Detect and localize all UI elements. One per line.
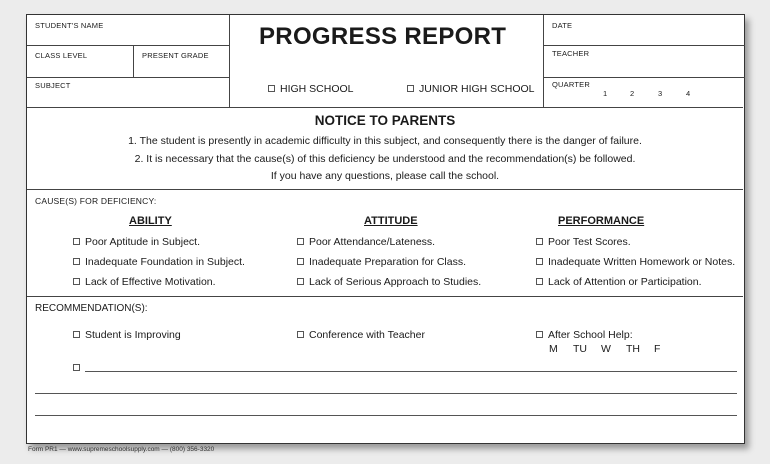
header-divider-left [229,15,230,107]
notice-line-3: If you have any questions, please call the school. [270,170,500,182]
cause-label: Inadequate Foundation in Subject. [85,256,245,268]
recommendation-checkbox[interactable] [73,331,80,338]
quarter-3[interactable]: 3 [658,89,663,98]
cause-checkbox[interactable] [73,258,80,265]
class-grade-divider [133,45,134,77]
day-option-m[interactable]: M [549,343,558,355]
present-grade-label: PRESENT GRADE [142,51,209,60]
header-row-line-1-left [27,45,229,46]
comment-line-2[interactable] [35,415,737,416]
recommendations-label: RECOMMENDATION(S): [35,303,148,314]
cause-item[interactable] [73,236,200,248]
header-row-line-2-right [543,77,745,78]
date-field[interactable] [552,21,740,43]
cause-checkbox[interactable] [297,278,304,285]
cause-label: Lack of Serious Approach to Studies. [309,276,482,288]
cause-item[interactable] [536,256,735,268]
teacher-label: TEACHER [552,49,590,58]
cause-label: Lack of Effective Motivation. [85,276,216,288]
high-school-checkbox[interactable] [268,85,275,92]
day-option-f[interactable]: F [654,343,661,355]
cause-item[interactable] [297,236,435,248]
performance-heading: PERFORMANCE [558,215,645,227]
recommendation-checkbox[interactable] [536,331,543,338]
junior-high-school-option[interactable] [407,83,535,95]
notice-line-1: 1. The student is presently in academic difficulty in this subject, and consequently there is the danger of failure. [128,135,642,147]
cause-checkbox[interactable] [536,258,543,265]
other-recommendation-line[interactable] [85,371,737,372]
quarter-label: QUARTER [552,80,590,89]
cause-checkbox[interactable] [536,278,543,285]
cause-label: Inadequate Preparation for Class. [309,256,467,268]
class-level-field[interactable] [35,51,129,75]
header-row-line-1-right [543,45,745,46]
quarter-2[interactable]: 2 [630,89,635,98]
recommendation-item-conference[interactable] [297,329,425,341]
cause-item[interactable] [297,256,466,268]
recommendation-label: Conference with Teacher [309,329,425,341]
quarter-field [552,80,590,89]
recommendation-checkbox[interactable] [297,331,304,338]
recommendation-item-improving[interactable] [73,329,181,341]
recommendation-label: After School Help: [548,329,633,341]
notice-bottom-line [27,189,743,190]
cause-label: Poor Aptitude in Subject. [85,236,200,248]
cause-item[interactable] [73,256,245,268]
day-option-w[interactable]: W [601,343,611,355]
footer-text: Form PR1 — www.supremeschoolsupply.com — (800) 356-3320 [28,446,215,453]
cause-checkbox[interactable] [297,258,304,265]
student-name-field[interactable] [35,21,225,43]
cause-label: Poor Attendance/Lateness. [309,236,436,248]
cause-checkbox[interactable] [73,238,80,245]
junior-high-school-checkbox[interactable] [407,85,414,92]
quarter-1[interactable]: 1 [603,89,608,98]
date-label: DATE [552,21,573,30]
day-option-tu[interactable]: TU [573,343,587,355]
cause-item[interactable] [536,236,631,248]
causes-bottom-line [27,296,743,297]
cause-checkbox[interactable] [73,278,80,285]
header-divider-right [543,15,544,107]
student-name-label: STUDENT'S NAME [35,21,104,30]
cause-label: Poor Test Scores. [548,236,631,248]
cause-label: Lack of Attention or Participation. [548,276,702,288]
cause-checkbox[interactable] [536,238,543,245]
cause-item[interactable] [297,276,481,288]
teacher-field[interactable] [552,49,740,73]
cause-item[interactable] [536,276,702,288]
class-level-label: CLASS LEVEL [35,51,88,60]
other-recommendation-checkbox[interactable] [73,364,80,371]
comment-line-1[interactable] [35,393,737,394]
present-grade-field[interactable] [142,51,226,75]
header-row-line-2-left [27,77,229,78]
high-school-label: HIGH SCHOOL [280,83,354,95]
attitude-heading: ATTITUDE [364,215,418,227]
notice-line-2: 2. It is necessary that the cause(s) of this deficiency be understood and the recommendation(s) be followed. [134,153,636,165]
notice-title: NOTICE TO PARENTS [314,113,456,128]
header-bottom-line [27,107,743,108]
progress-report-form [26,14,745,444]
cause-item[interactable] [73,276,216,288]
page-title: PROGRESS REPORT [259,23,507,50]
subject-field[interactable] [35,81,225,105]
recommendation-item-after-school[interactable] [536,329,633,341]
ability-heading: ABILITY [129,215,172,227]
other-recommendation-checkbox-row [73,362,85,374]
subject-label: SUBJECT [35,81,71,90]
causes-label: CAUSE(S) FOR DEFICIENCY: [35,196,157,206]
cause-checkbox[interactable] [297,238,304,245]
day-option-th[interactable]: TH [626,343,640,355]
junior-high-school-label: JUNIOR HIGH SCHOOL [419,83,535,95]
cause-label: Inadequate Written Homework or Notes. [548,256,736,268]
high-school-option[interactable] [268,83,354,95]
quarter-4[interactable]: 4 [686,89,691,98]
recommendation-label: Student is Improving [85,329,181,341]
